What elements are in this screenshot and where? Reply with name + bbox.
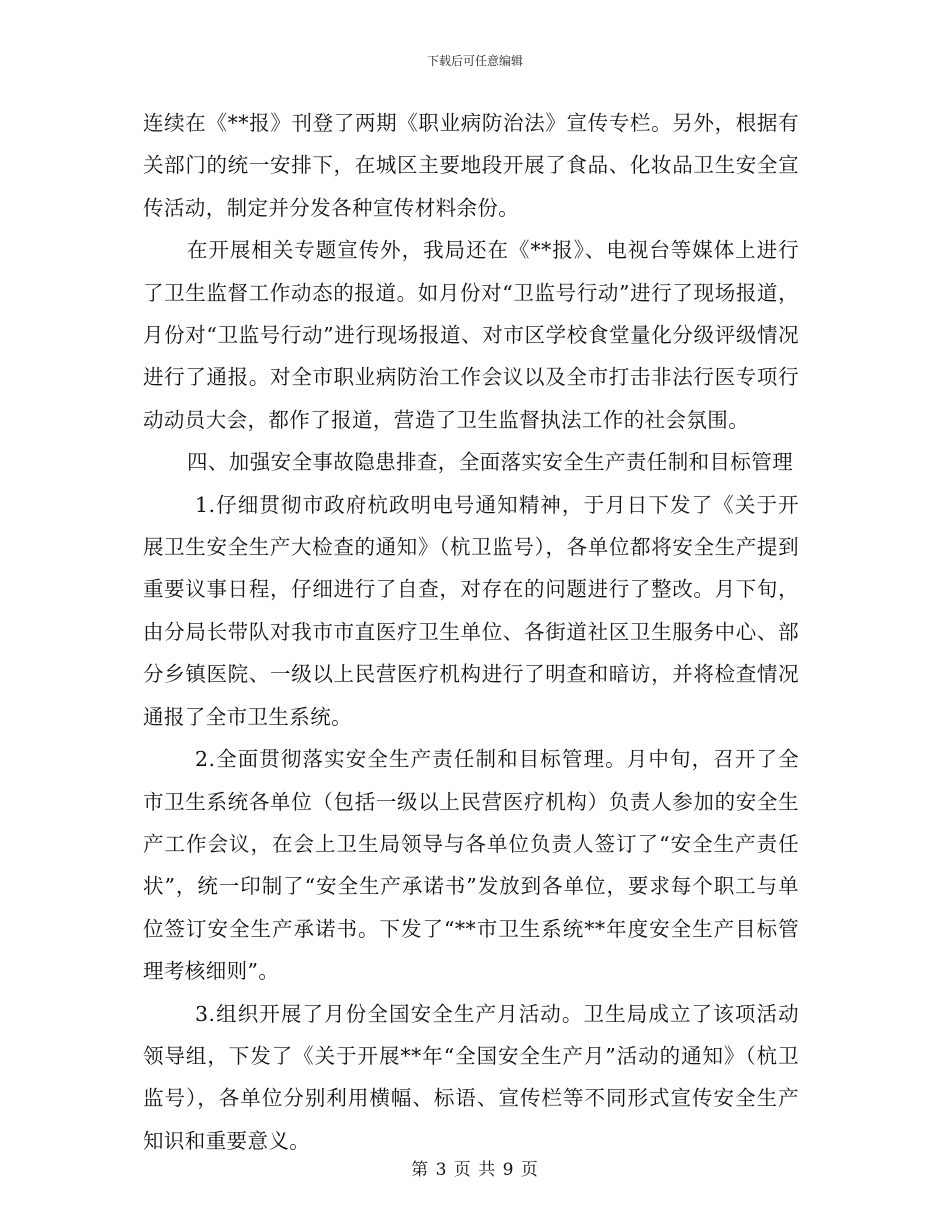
- paragraph-continuation: 连续在《**报》刊登了两期《职业病防治法》宣传专栏。另外，根据有关部门的统一安排下，在城区主要地段开展了食品、化妆品卫生安全宣传活动，制定并分发各种宣传材料余份。: [143, 111, 799, 220]
- paragraph-item-3: 3.组织开展了月份全国安全生产月活动。卫生局成立了该项活动领导组，下发了《关于开展**年“全国安全生产月”活动的通知》（杭卫监号），各单位分别利用横幅、标语、宣传栏等不同形式宣传安全生产知识和重要意义。: [143, 1001, 799, 1153]
- document-body: [143, 102, 799, 1162]
- paragraph-media-reports: 在开展相关专题宣传外，我局还在《**报》、电视台等媒体上进行了卫生监督工作动态的报道。如月份对“卫监号行动”进行了现场报道，月份对“卫监号行动”进行现场报道、对市区学校食堂量化分级评级情况进行了通报。对全市职业病防治工作会议以及全市打击非法行医专项行动动员大会，都作了报道，营造了卫生监督执法工作的社会氛围。: [143, 238, 799, 432]
- paragraph-item-1: 1.仔细贯彻市政府杭政明电号通知精神，于月日下发了《关于开展卫生安全生产大检查的通知》（杭卫监号），各单位都将安全生产提到重要议事日程，仔细进行了自查，对存在的问题进行了整改。月下旬，由分局长带队对我市市直医疗卫生单位、各街道社区卫生服务中心、部分乡镇医院、一级以上民营医疗机构进行了明查和暗访，并将检查情况通报了全市卫生系统。: [143, 492, 799, 729]
- page-header: 下载后可任意编辑: [426, 54, 523, 68]
- page-footer: 第 3 页 共 9 页: [411, 1160, 539, 1180]
- section-heading-four: 四、加强安全事故隐患排查，全面落实安全生产责任制和目标管理: [187, 450, 794, 475]
- paragraph-item-2: 2.全面贯彻落实安全生产责任制和目标管理。月中旬，召开了全市卫生系统各单位（包括一级以上民营医疗机构）负责人参加的安全生产工作会议，在会上卫生局领导与各单位负责人签订了“安全生产责任状”，统一印制了“安全生产承诺书”发放到各单位，要求每个职工与单位签订安全生产承诺书。下发了“**市卫生系统**年度安全生产目标管理考核细则”。: [143, 747, 799, 984]
